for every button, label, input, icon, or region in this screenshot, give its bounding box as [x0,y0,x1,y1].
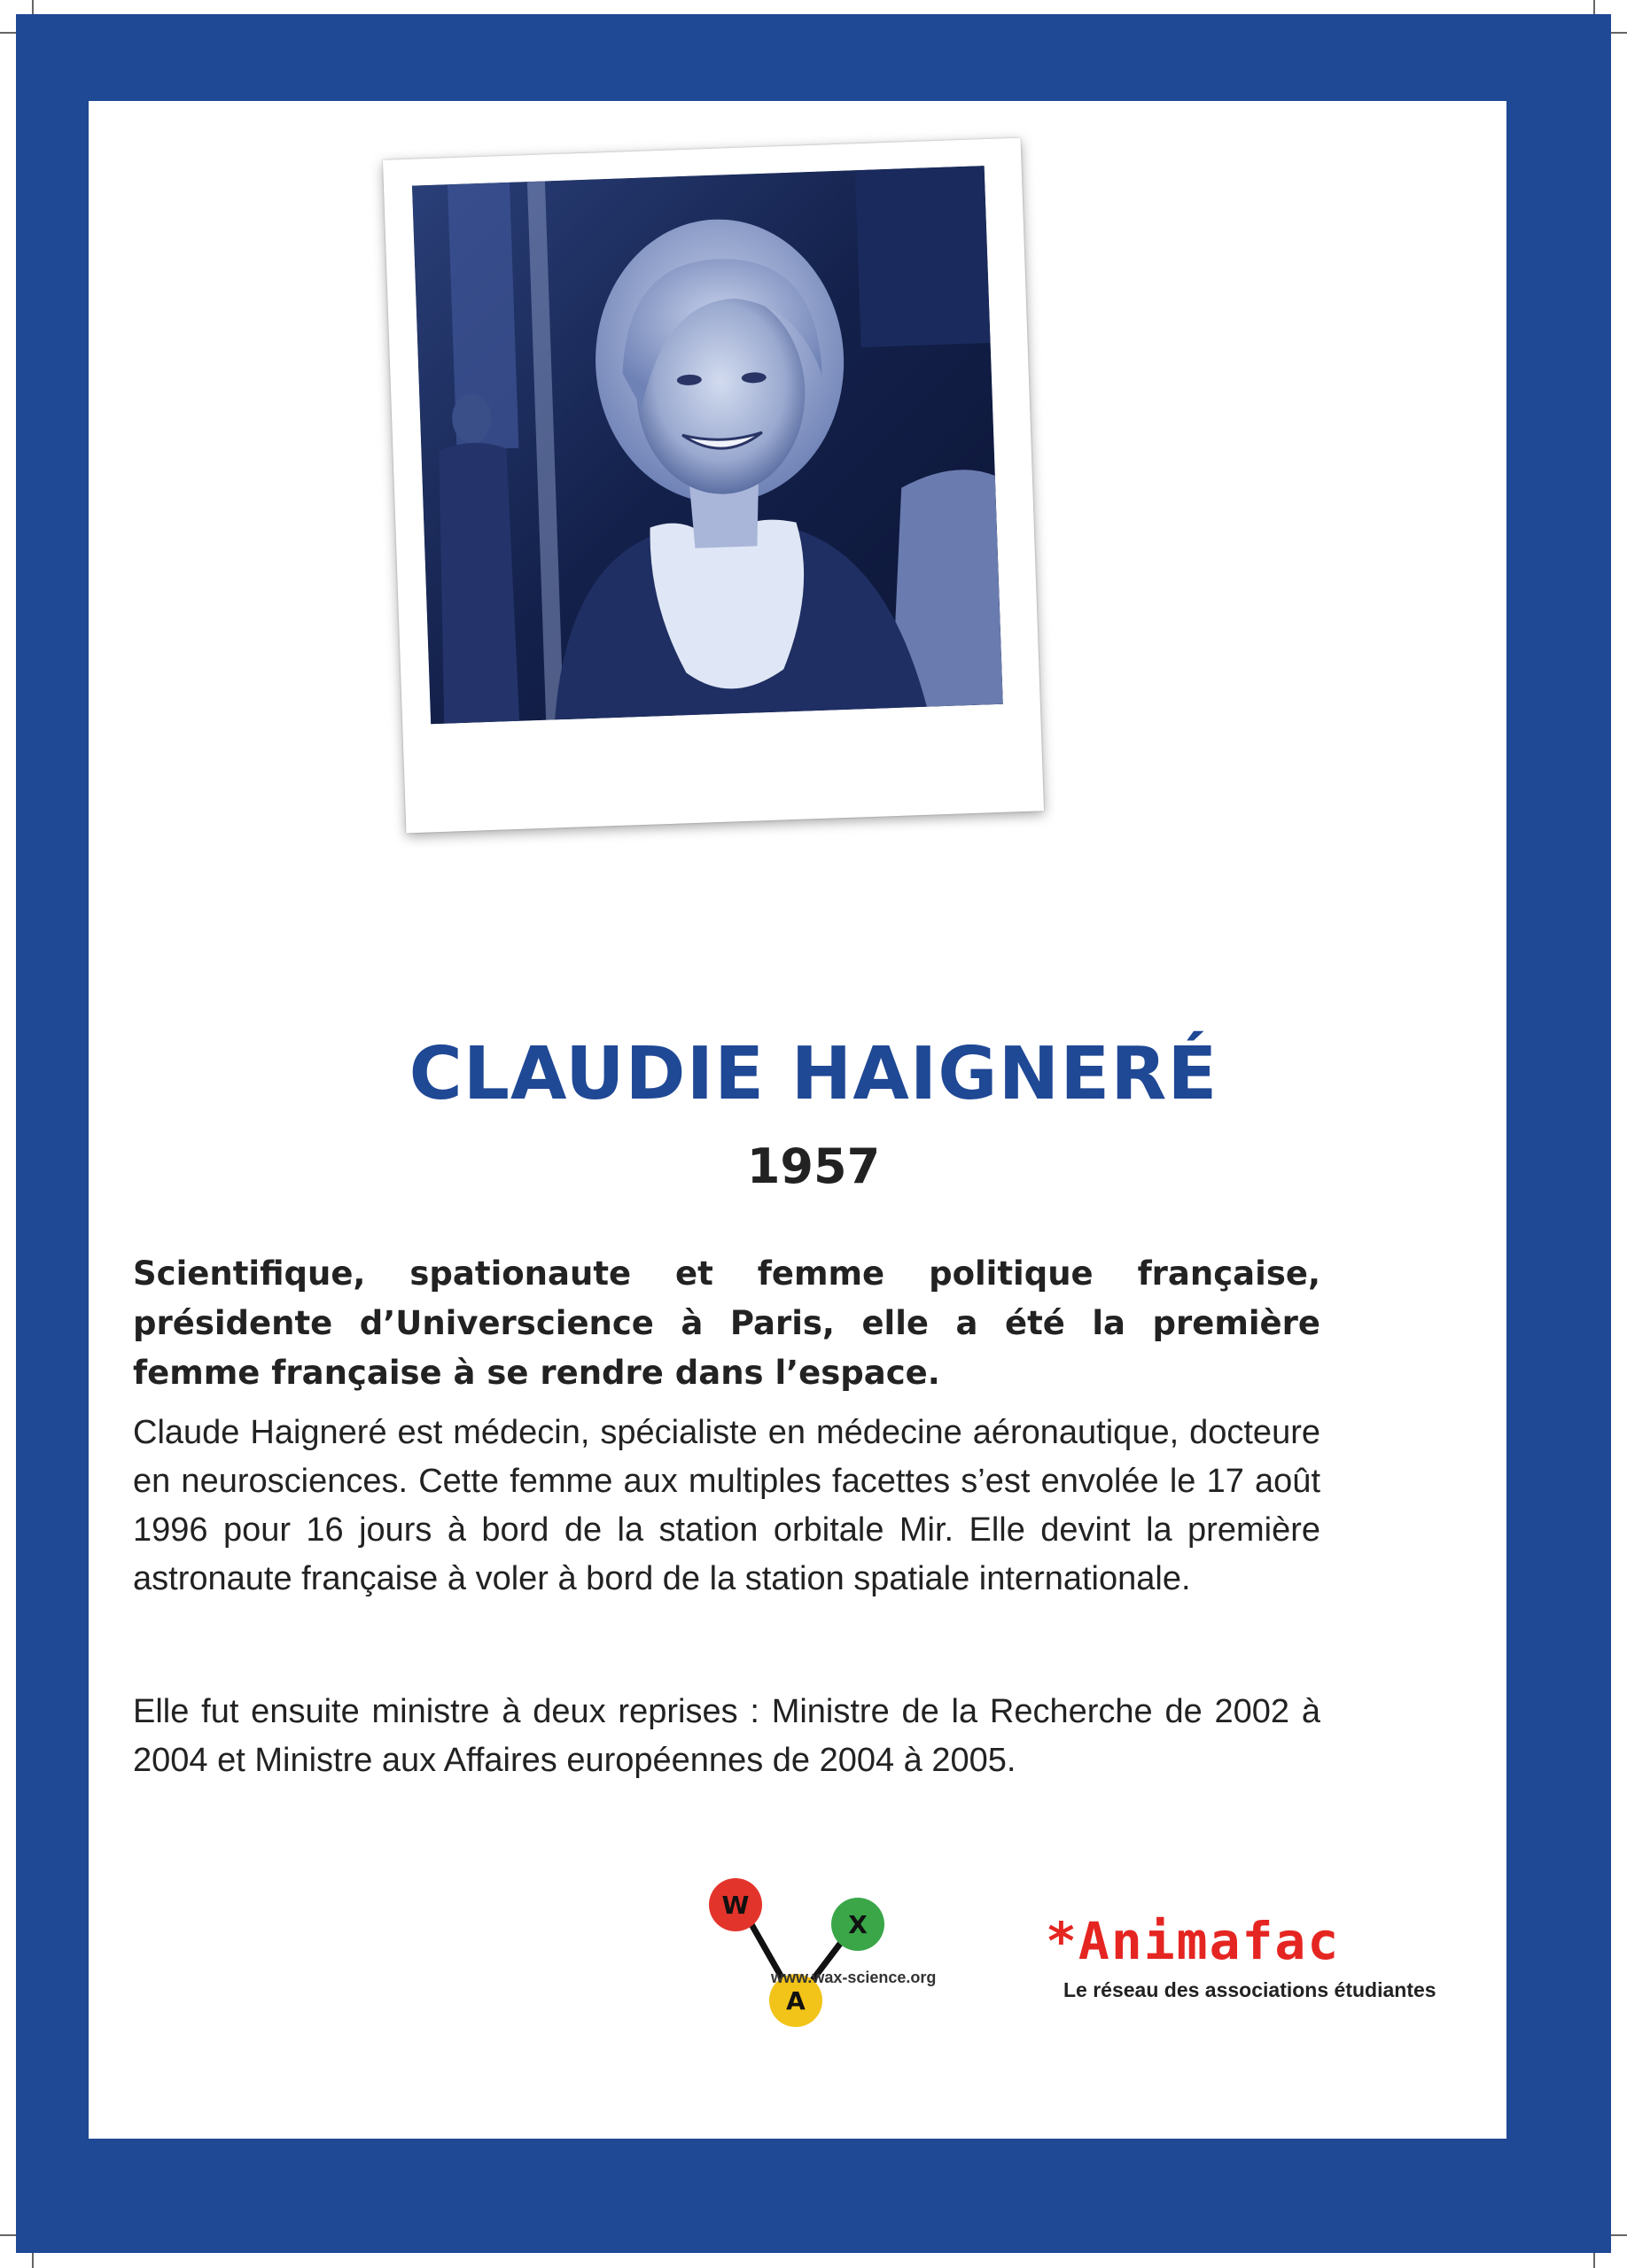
animafac-tagline: Le réseau des associations étudiantes [1063,1978,1436,2001]
wax-science-logo [638,1878,1028,2029]
wax-letter-x: X [848,1910,868,1939]
wax-letter-a: A [786,1986,806,2016]
person-name-heading: CLAUDIE HAIGNERÉ [409,1032,1218,1116]
lead-paragraph: Scientifique, spationaute et femme politique française, présidente d’Universcience à Paris, elle a été la première femme française à se rendre dans l’espace. [133,1254,1320,1392]
body-paragraph-2: Elle fut ensuite ministre à deux reprises : Ministre de la Recherche de 2002 à 2004 et Ministre aux Affaires européennes de 2004 à 2005. [133,1693,1320,1779]
portrait-illustration [412,166,1003,724]
birth-year: 1957 [746,1138,881,1194]
portrait-photo [412,166,1003,724]
wax-url-link[interactable]: www.wax-science.org [771,1969,937,1986]
body-paragraph-1: Claude Haigneré est médecin, spécialiste en médecine aéronautique, docteure en neurosciences. Cette femme aux multiples facettes s’est envolée le 17 août 1996 pour 16 jours à bord de la station orbitale Mir. Elle devint la première astronaute française à voler à bord de la station spatiale internationale. [133,1414,1320,1597]
animafac-logo: *Animafac [1046,1911,1341,1971]
wax-letter-w: W [721,1891,750,1920]
polaroid-photo-frame [383,138,1044,834]
